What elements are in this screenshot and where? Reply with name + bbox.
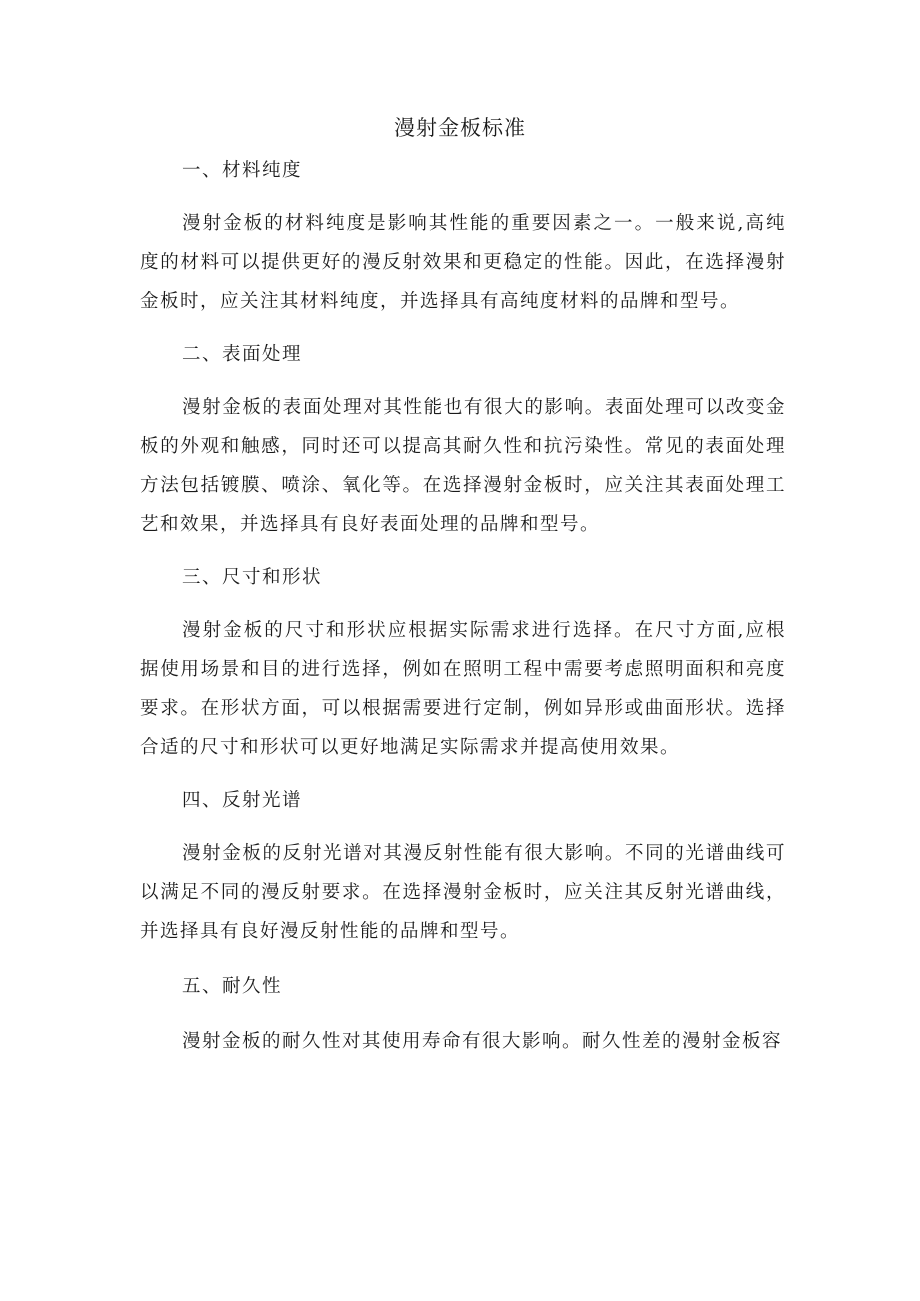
spacer (140, 593, 786, 611)
spacer (140, 186, 786, 204)
spacer (140, 321, 786, 339)
section-paragraph-3: 漫射金板的尺寸和形状应根据实际需求进行选择。在尺寸方面,应根据使用场景和目的进行选择，例如在照明工程中需要考虑照明面积和亮度要求。在形状方面，可以根据需要进行定制，例如异形或曲面形状。选择合适的尺寸和形状可以更好地满足实际需求并提高使用效果。 (140, 620, 786, 758)
document-body (140, 155, 786, 1061)
section-paragraph-4: 漫射金板的反射光谱对其漫反射性能有很大影响。不同的光谱曲线可以满足不同的漫反射要求。在选择漫射金板时，应关注其反射光谱曲线，并选择具有良好漫反射性能的品牌和型号。 (140, 843, 786, 942)
section-heading-4: 四、反射光谱 (182, 790, 303, 811)
spacer (140, 951, 786, 971)
section-heading-3: 三、尺寸和形状 (182, 567, 323, 588)
spacer (140, 767, 786, 785)
section-heading-5: 五、耐久性 (182, 976, 283, 997)
document-title: 漫射金板标准 (394, 116, 526, 140)
section-paragraph-1: 漫射金板的材料纯度是影响其性能的重要因素之一。一般来说,高纯度的材料可以提供更好的漫反射效果和更稳定的性能。因此，在选择漫射金板时，应关注其材料纯度，并选择具有高纯度材料的品牌和型号。 (140, 213, 786, 312)
spacer (140, 544, 786, 562)
section-paragraph-2: 漫射金板的表面处理对其性能也有很大的影响。表面处理可以改变金板的外观和触感，同时还可以提高其耐久性和抗污染性。常见的表面处理方法包括镀膜、喷涂、氧化等。在选择漫射金板时，应关注其表面处理工艺和效果，并选择具有良好表面处理的品牌和型号。 (140, 397, 786, 535)
section-heading-1: 一、材料纯度 (182, 160, 303, 181)
section-heading-2: 二、表面处理 (182, 344, 303, 365)
spacer (140, 816, 786, 834)
section-paragraph-5: 漫射金板的耐久性对其使用寿命有很大影响。耐久性差的漫射金板容 (182, 1031, 783, 1052)
spacer (140, 370, 786, 388)
spacer (140, 1002, 786, 1022)
